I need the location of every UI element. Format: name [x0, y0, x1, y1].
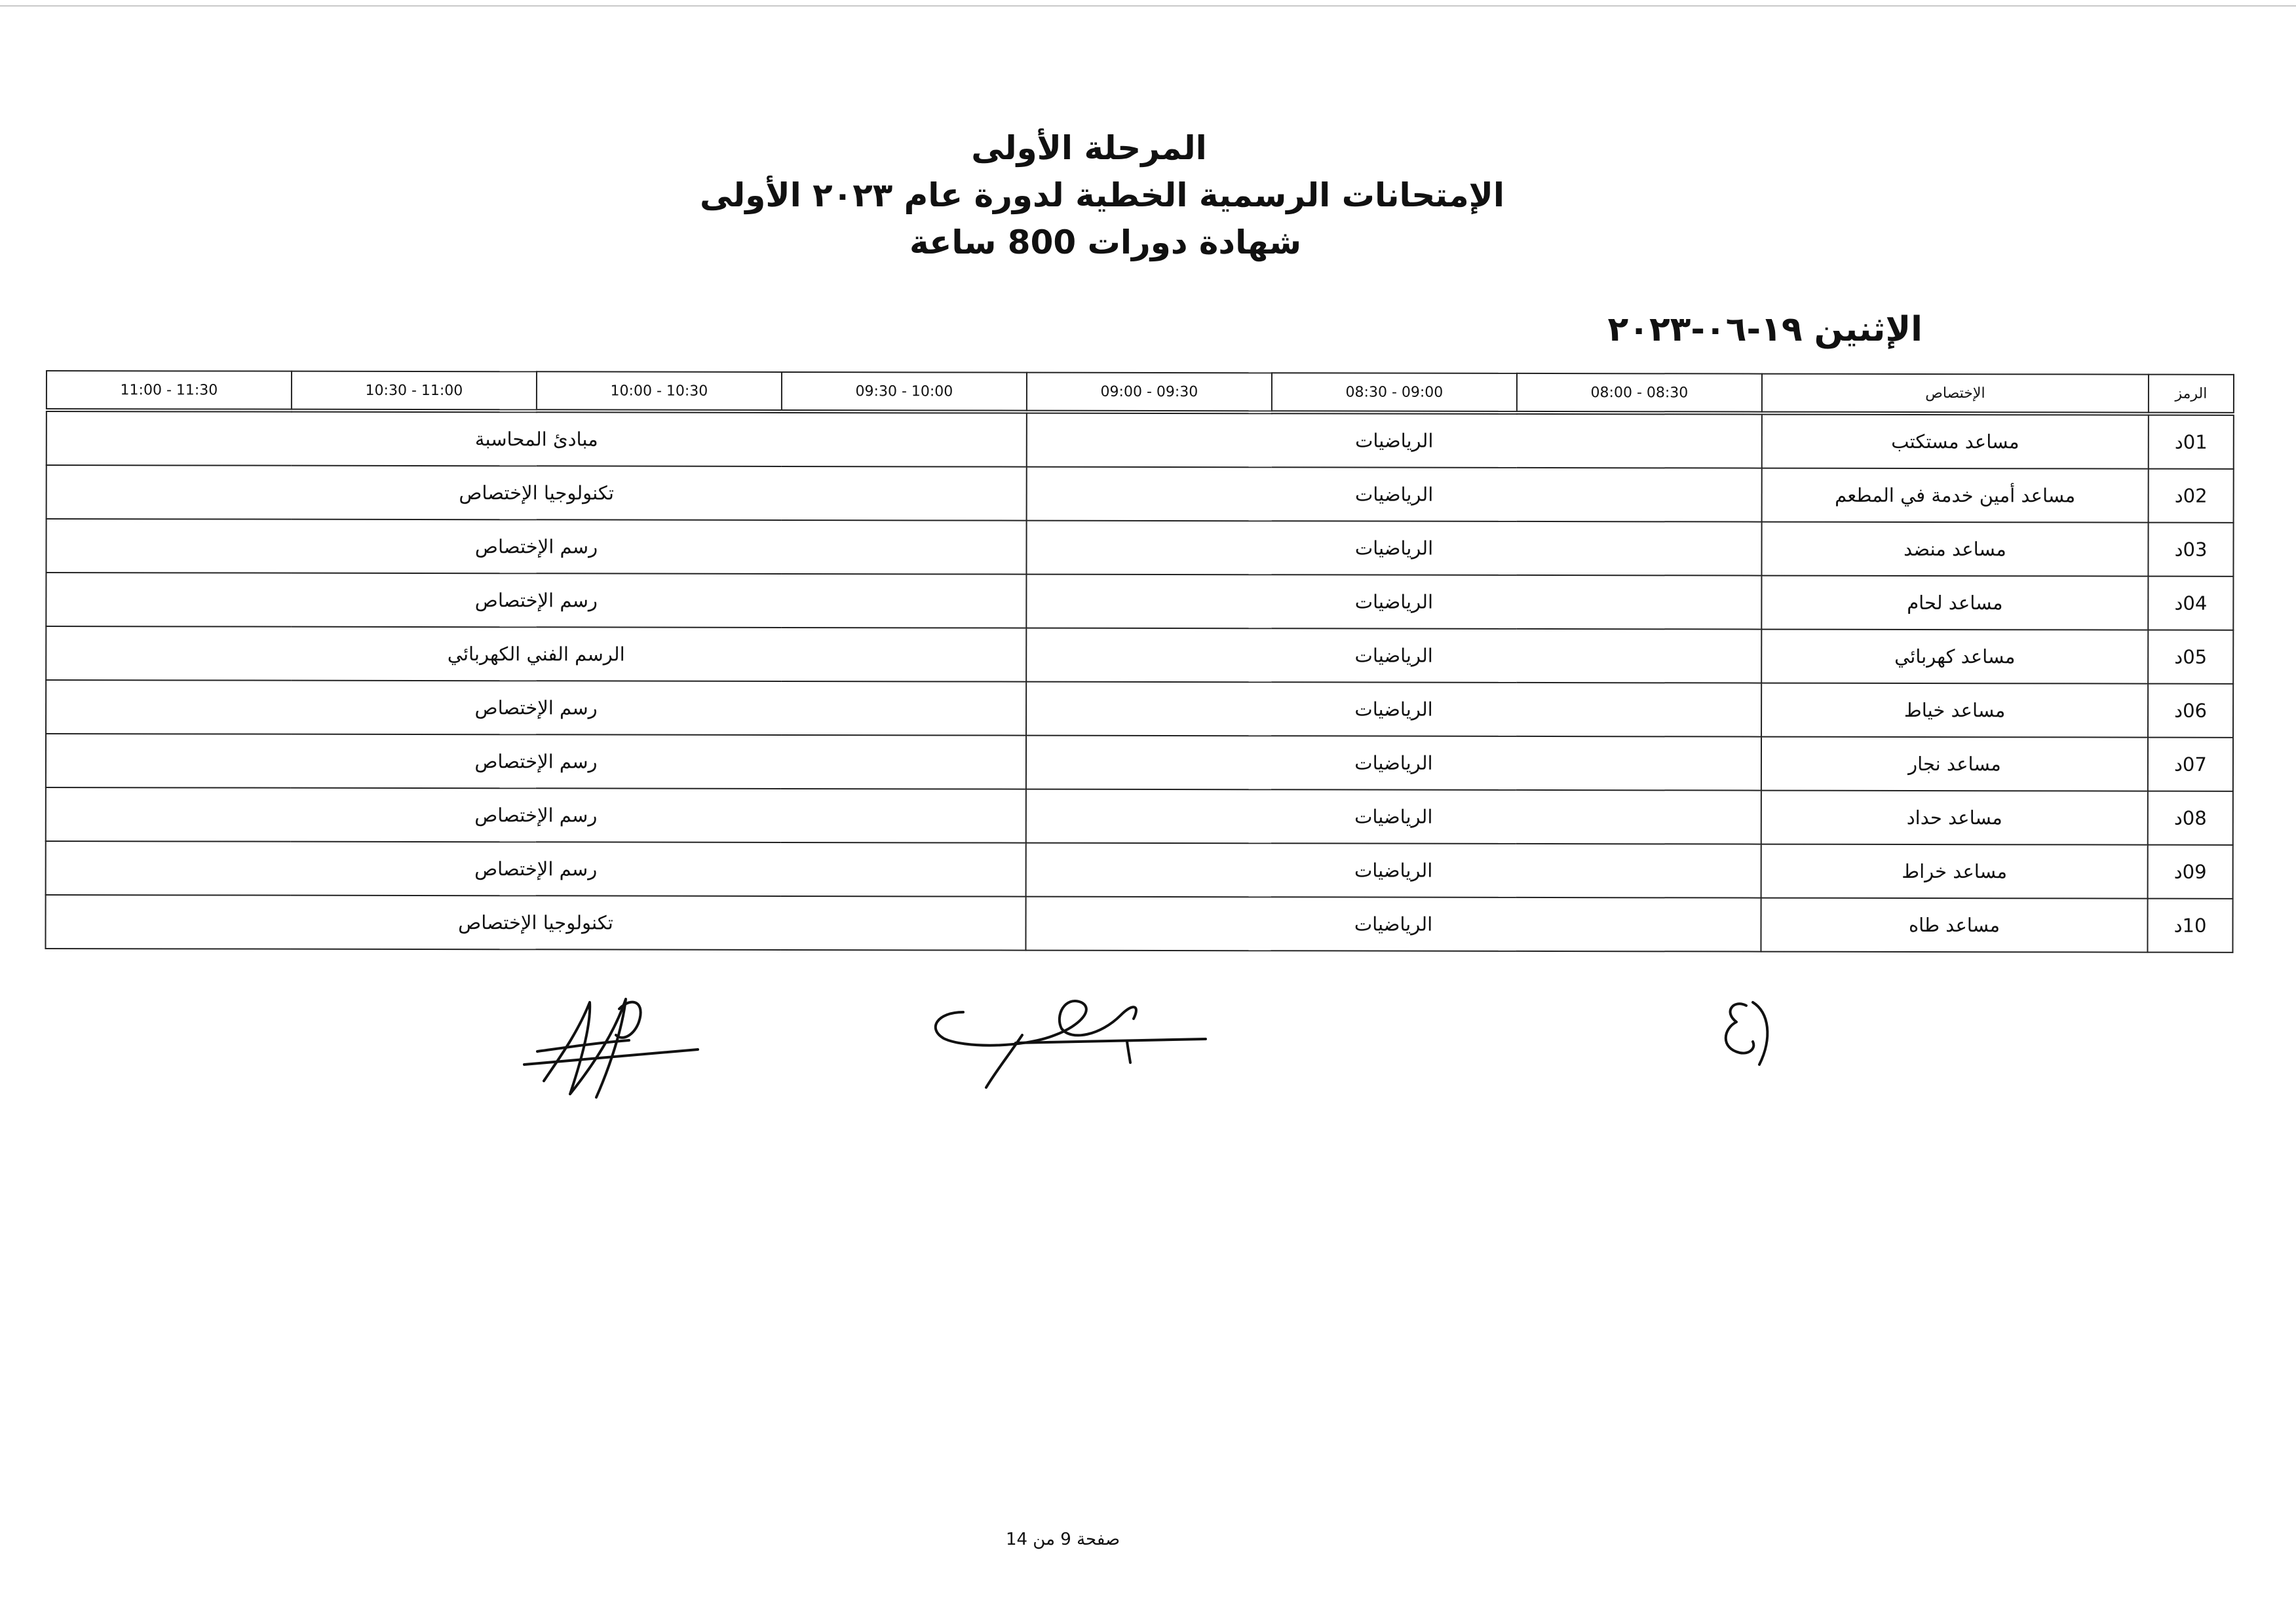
- table-row: [47, 465, 2234, 523]
- row-exam-1: الرياضيات: [1026, 575, 1761, 630]
- top-rule: [0, 5, 2296, 7]
- table-row: [47, 410, 2234, 469]
- row-exam-2: تكنولوجيا الإختصاص: [45, 895, 1025, 951]
- row-exam-1: الرياضيات: [1026, 682, 1761, 737]
- header-slot-4: 10:00 - 09:30: [782, 372, 1027, 412]
- row-specialty: مساعد حداد: [1761, 791, 2148, 845]
- row-specialty: مساعد مستكتب: [1762, 413, 2149, 469]
- table-row: [46, 734, 2233, 791]
- table-row: [46, 787, 2233, 845]
- exam-title: الإمتحانات الرسمية الخطية لدورة عام ٢٠٢٣ الأولى: [699, 176, 1505, 214]
- row-exam-2: رسم الإختصاص: [46, 519, 1026, 575]
- document-header: [0, 124, 2296, 266]
- row-exam-1: الرياضيات: [1027, 467, 1762, 522]
- row-code: 05د: [2148, 630, 2233, 684]
- table-row: [46, 626, 2233, 684]
- exam-date: الإثنين ١٩-٠٦-٢٠٢٣: [1607, 310, 1923, 349]
- row-exam-1: الرياضيات: [1027, 412, 1762, 468]
- row-specialty: مساعد لحام: [1761, 576, 2148, 630]
- page-number: صفحة 9 من 14: [1005, 1530, 1120, 1549]
- table-row: [46, 841, 2233, 899]
- row-specialty: مساعد كهربائي: [1761, 630, 2148, 684]
- row-specialty: مساعد أمين خدمة في المطعم: [1762, 468, 2149, 523]
- header-code: الرمز: [2149, 375, 2234, 414]
- stage-title: المرحلة الأولى: [971, 129, 1207, 167]
- table-row: [45, 895, 2232, 953]
- row-specialty: مساعد نجار: [1761, 737, 2148, 791]
- table-row: [46, 680, 2233, 738]
- row-code: 02د: [2149, 469, 2234, 523]
- row-exam-2: رسم الإختصاص: [46, 841, 1026, 897]
- row-code: 07د: [2148, 738, 2233, 791]
- row-exam-1: الرياضيات: [1026, 789, 1761, 844]
- row-exam-2: رسم الإختصاص: [46, 573, 1026, 628]
- header-slot-5: 10:30 - 10:00: [537, 371, 782, 411]
- header-slot-6: 11:00 - 10:30: [292, 371, 537, 411]
- row-exam-1: الرياضيات: [1026, 736, 1761, 791]
- header-slot-7: 11:30 - 11:00: [47, 371, 292, 411]
- row-specialty: مساعد خياط: [1761, 683, 2148, 738]
- row-exam-1: الرياضيات: [1026, 843, 1761, 898]
- row-exam-2: رسم الإختصاص: [46, 680, 1026, 736]
- row-code: 09د: [2148, 845, 2233, 899]
- row-exam-2: رسم الإختصاص: [46, 787, 1026, 843]
- row-exam-2: رسم الإختصاص: [46, 734, 1026, 789]
- row-code: 08د: [2148, 791, 2233, 845]
- header-slot-3: 09:30 - 09:00: [1027, 373, 1272, 413]
- row-exam-2: مبادئ المحاسبة: [47, 410, 1027, 467]
- signature-left: [518, 983, 708, 1110]
- header-slot-2: 09:00 - 08:30: [1272, 373, 1517, 413]
- table-row: [46, 519, 2233, 576]
- row-exam-1: الرياضيات: [1026, 628, 1761, 683]
- row-code: 03د: [2148, 523, 2233, 576]
- table-row: [46, 573, 2233, 630]
- header-slot-1: 08:30 - 08:00: [1517, 373, 1762, 413]
- signature-middle: [924, 989, 1212, 1097]
- row-exam-1: الرياضيات: [1026, 521, 1761, 576]
- row-code: 06د: [2148, 684, 2233, 738]
- certificate-title: شهادة دورات 800 ساعة: [909, 223, 1302, 261]
- row-specialty: مساعد منضد: [1761, 522, 2148, 576]
- row-specialty: مساعد طاه: [1761, 898, 2147, 953]
- row-exam-1: الرياضيات: [1025, 897, 1761, 952]
- row-code: 10د: [2147, 899, 2232, 953]
- header-specialty: الإختصاص: [1762, 374, 2149, 414]
- row-code: 01د: [2149, 414, 2234, 469]
- signature-right: [1710, 992, 1782, 1080]
- row-exam-2: الرسم الفني الكهربائي: [46, 626, 1026, 682]
- row-code: 04د: [2148, 576, 2233, 630]
- row-exam-2: تكنولوجيا الإختصاص: [47, 465, 1027, 521]
- row-specialty: مساعد خراط: [1761, 844, 2148, 899]
- exam-schedule-table: [45, 370, 2234, 953]
- table-header-row: [47, 371, 2234, 414]
